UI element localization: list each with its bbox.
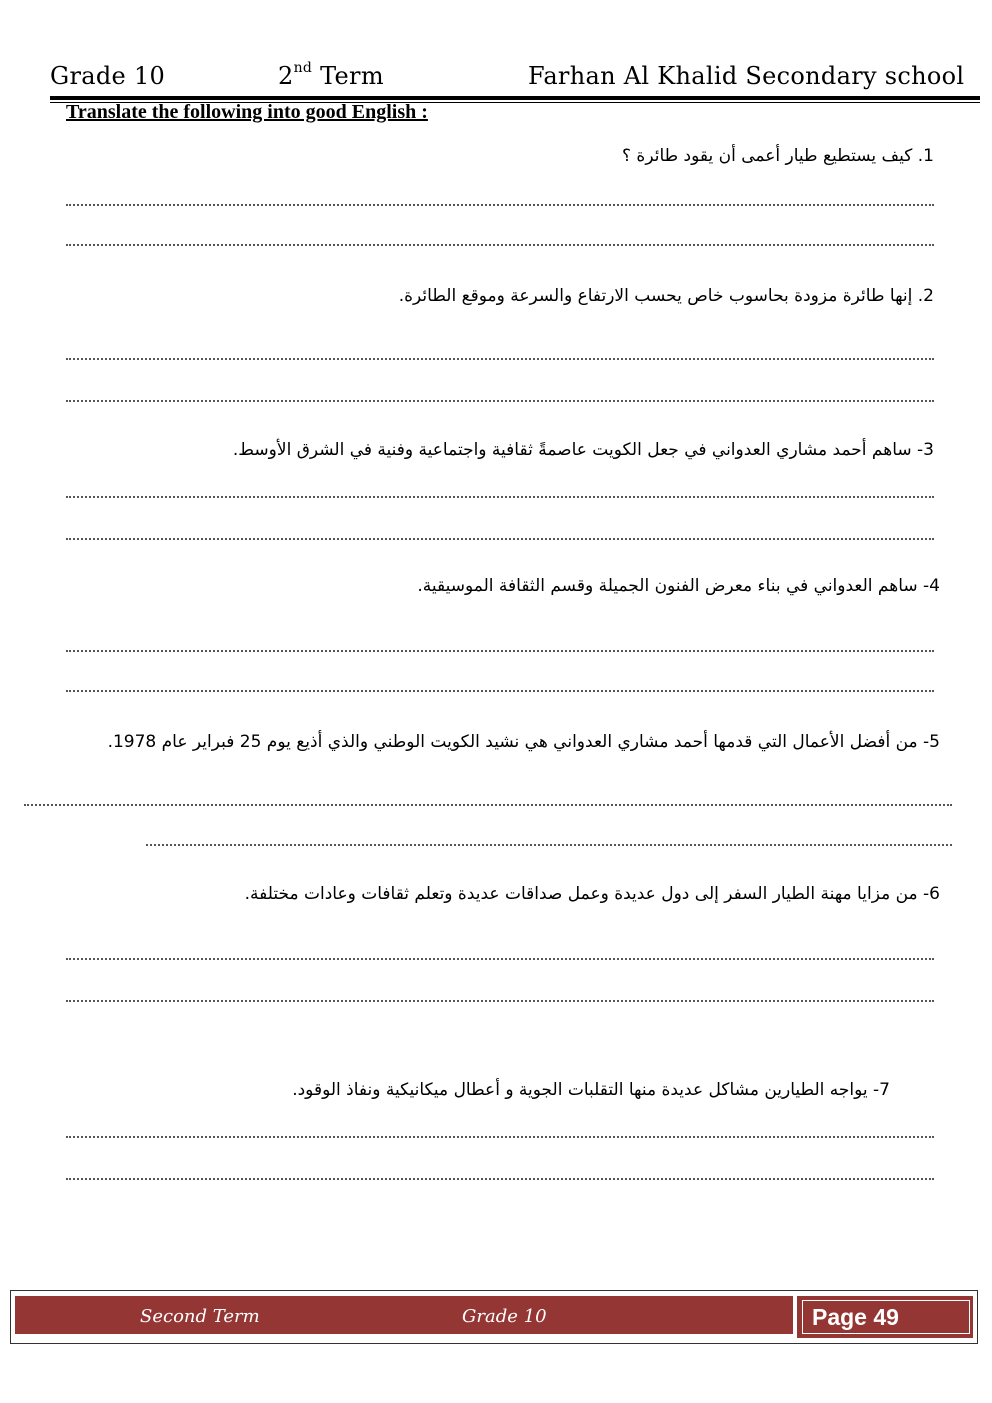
question-5: 5- من أفضل الأعمال التي قدمها أحمد مشاري العدواني هي نشيد الكويت الوطني والذي أذيع يوم 25 فبراير عام 1978. <box>107 732 940 752</box>
answer-line[interactable] <box>146 844 952 846</box>
page-number: Page 49 <box>812 1304 899 1330</box>
question-3: 3- ساهم أحمد مشاري العدواني في جعل الكويت عاصمةً ثقافية واجتماعية وفنية في الشرق الأوسط. <box>232 440 934 460</box>
question-7: 7- يواجه الطيارين مشاكل عديدة منها التقلبات الجوية و أعطال ميكانيكية ونفاذ الوقود. <box>292 1080 890 1100</box>
answer-line[interactable] <box>66 538 934 540</box>
answer-line[interactable] <box>66 650 934 652</box>
answer-line[interactable] <box>66 400 934 402</box>
answer-line[interactable] <box>66 358 934 360</box>
question-1: 1. كيف يستطيع طيار أعمى أن يقود طائرة ؟ <box>622 146 934 166</box>
question-2: 2. إنها طائرة مزودة بحاسوب خاص يحسب الارتفاع والسرعة وموقع الطائرة. <box>398 286 934 306</box>
page-header <box>50 62 980 98</box>
answer-line[interactable] <box>66 496 934 498</box>
header-school: Farhan Al Khalid Secondary school <box>528 62 965 90</box>
instruction-heading: Translate the following into good English : <box>66 101 428 123</box>
question-4: 4- ساهم العدواني في بناء معرض الفنون الجميلة وقسم الثقافة الموسيقية. <box>417 576 940 596</box>
footer-term: Second Term <box>140 1306 260 1327</box>
header-term-word: Term <box>320 62 384 90</box>
answer-line[interactable] <box>66 1000 934 1002</box>
header-term-number: 2 <box>278 62 294 90</box>
answer-line[interactable] <box>24 804 952 806</box>
header-term-suffix: nd <box>293 60 313 76</box>
answer-line[interactable] <box>66 244 934 246</box>
answer-line[interactable] <box>66 1136 934 1138</box>
header-term <box>278 62 384 90</box>
answer-line[interactable] <box>66 958 934 960</box>
question-6: 6- من مزايا مهنة الطيار السفر إلى دول عديدة وعمل صداقات عديدة وتعلم ثقافات وعادات مختلفة. <box>244 884 940 904</box>
footer-grade: Grade 10 <box>462 1306 547 1327</box>
answer-line[interactable] <box>66 1178 934 1180</box>
footer-band <box>15 1296 793 1334</box>
header-grade: Grade 10 <box>50 62 166 90</box>
answer-line[interactable] <box>66 690 934 692</box>
header-divider <box>50 96 980 100</box>
answer-line[interactable] <box>66 204 934 206</box>
